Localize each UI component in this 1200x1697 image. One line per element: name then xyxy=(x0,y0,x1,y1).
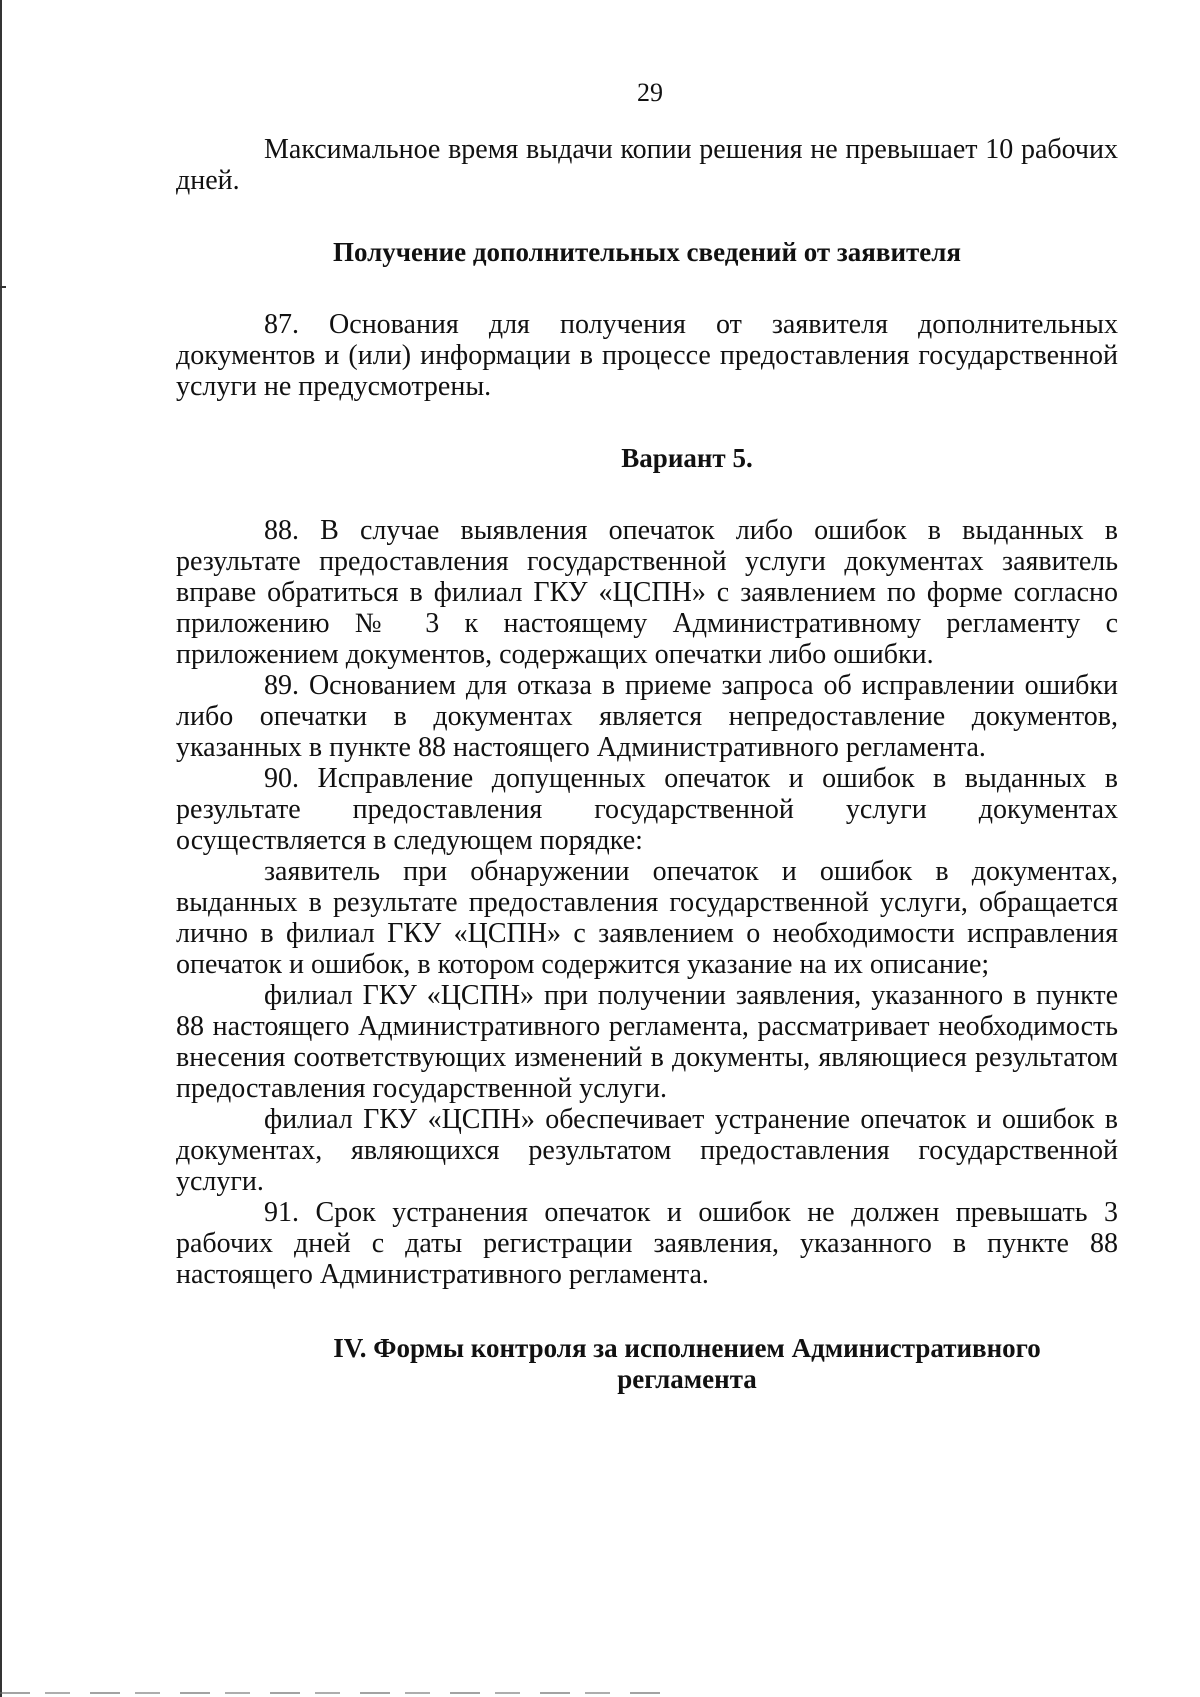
paragraph-90: 90. Исправление допущенных опечаток и ошибок в выданных в результате предоставления государственной услуги документах осуществляется в следующем порядке: xyxy=(176,763,1118,856)
section-heading-additional-info: Получение дополнительных сведений от заявителя xyxy=(332,237,962,267)
section-heading-control-forms xyxy=(176,1333,1118,1395)
document-body xyxy=(176,134,1118,1395)
paragraph-90-applicant: заявитель при обнаружении опечаток и ошибок в документах, выданных в результате предоставления государственной услуги, обращается лично в филиал ГКУ «ЦСПН» с заявлением о необходимости исправления опечаток и ошибок, в котором содержится указание на их описание; xyxy=(176,856,1118,980)
page-number: 29 xyxy=(637,78,663,107)
heading-line-1: IV. Формы контроля за исполнением Административного xyxy=(333,1333,1041,1363)
paragraph-90-branch-review: филиал ГКУ «ЦСПН» при получении заявления, указанного в пункте 88 настоящего Административного регламента, рассматривает необходимость внесения соответствующих изменений в документы, являющиеся результатом предоставления государственной услуги. xyxy=(176,980,1118,1104)
paragraph-89: 89. Основанием для отказа в приеме запроса об исправлении ошибки либо опечатки в документах является непредоставление документов, указанных в пункте 88 настоящего Административного регламента. xyxy=(176,670,1118,763)
scan-edge xyxy=(0,0,2,1697)
paragraph-91: 91. Срок устранения опечаток и ошибок не должен превышать 3 рабочих дней с даты регистрации заявления, указанного в пункте 88 настоящего Административного регламента. xyxy=(176,1197,1118,1290)
paragraph-copy-time: Максимальное время выдачи копии решения не превышает 10 рабочих дней. xyxy=(176,134,1118,196)
paragraph-90-branch-fix: филиал ГКУ «ЦСПН» обеспечивает устранение опечаток и ошибок в документах, являющихся результатом предоставления государственной услуги. xyxy=(176,1104,1118,1197)
paragraph-88: 88. В случае выявления опечаток либо ошибок в выданных в результате предоставления государственной услуги документах заявитель вправе обратиться в филиал ГКУ «ЦСПН» с заявлением по форме согласно приложению № 3 к настоящему Административному регламенту с приложением документов, содержащих опечатки либо ошибки. xyxy=(176,515,1118,670)
scan-bottom-edge xyxy=(0,1692,660,1694)
scan-mark xyxy=(0,286,6,288)
section-heading-variant-5: Вариант 5. xyxy=(621,443,753,473)
paragraph-87: 87. Основания для получения от заявителя дополнительных документов и (или) информации в процессе предоставления государственной услуги не предусмотрены. xyxy=(176,309,1118,402)
heading-line-2: регламента xyxy=(617,1364,757,1394)
